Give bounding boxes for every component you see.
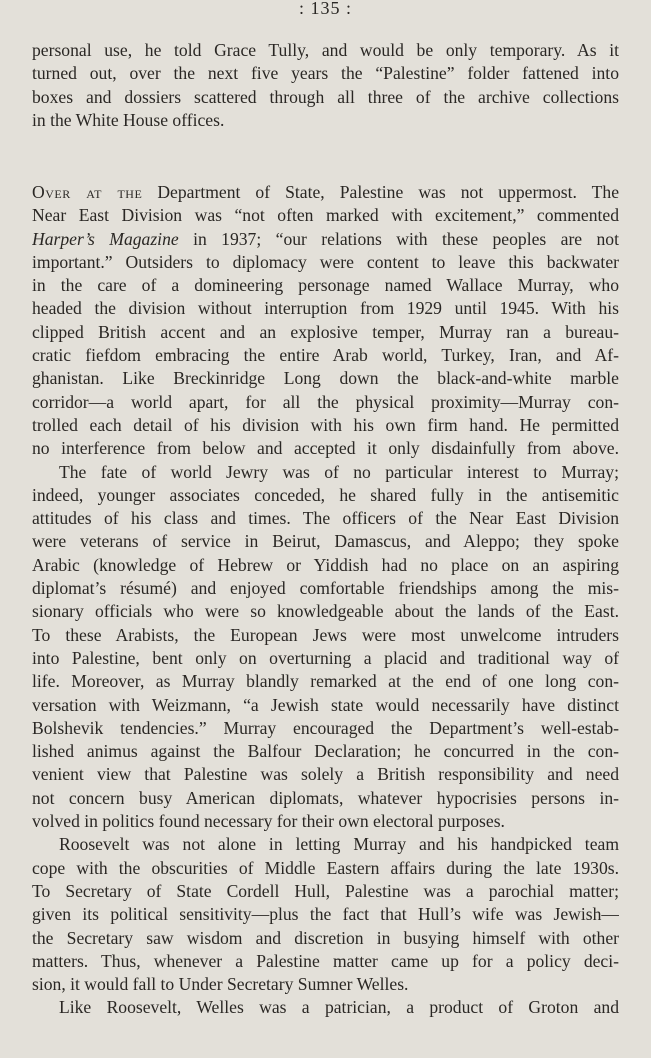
top-paragraph — [32, 39, 619, 132]
text-line: Arabic (knowledge of Hebrew or Yiddish had no place on an aspiring — [32, 554, 619, 575]
text-line: life. Moreover, as Murray blandly remarked at the end of one long con- — [32, 671, 619, 692]
text-line: To these Arabists, the European Jews were most unwelcome intruders — [32, 624, 619, 645]
text-line: attitudes of his class and times. The officers of the Near East Division — [32, 508, 619, 529]
text-line: no interference from below and accepted it only disdainfully from above. — [32, 438, 619, 459]
magazine-title: Harper’s Magazine — [32, 228, 179, 249]
text-line: volved in politics found necessary for their own electoral purposes. — [32, 811, 505, 832]
text-line: cope with the obscurities of Middle Eastern affairs during the late 1930s. — [32, 857, 619, 878]
text-line: clipped British accent and an explosive temper, Murray ran a bureau- — [32, 321, 619, 342]
text-line: lished animus against the Balfour Declaration; he concurred in the con- — [32, 741, 619, 762]
opening-line-rest: in 1937; “our relations with these peoples are not — [178, 228, 619, 249]
text-line: The fate of world Jewry was of no particular interest to Murray; — [59, 461, 619, 482]
page-number: : 135 : — [298, 0, 352, 18]
text-line: Near East Division was “not often marked with excitement,” commented — [32, 205, 619, 226]
main-text — [32, 181, 619, 1020]
text-line: Like Roosevelt, Welles was a patrician, a product of Groton and — [59, 997, 619, 1018]
text-line: diplomat’s résumé) and enjoyed comfortable friendships among the mis- — [32, 578, 619, 599]
section-opening-line — [32, 228, 619, 251]
text-line: sion, it would fall to Under Secretary Sumner Welles. — [32, 974, 409, 995]
text-line: Bolshevik tendencies.” Murray encouraged the Department’s well-estab- — [32, 717, 619, 738]
text-line: in the care of a domineering personage named Wallace Murray, who — [32, 275, 619, 296]
text-line: not concern busy American diplomats, whatever hypocrisies persons in- — [32, 787, 619, 808]
text-line: boxes and dossiers scattered through all three of the archive collections — [32, 86, 619, 107]
text-line: matters. Thus, whenever a Palestine matter came up for a policy deci- — [32, 950, 619, 971]
text-line: indeed, younger associates conceded, he shared fully in the antisemitic — [32, 484, 619, 505]
text-line: in the White House offices. — [32, 109, 225, 130]
text-line: corridor—a world apart, for all the physical proximity—Murray con- — [32, 391, 619, 412]
text-line: personal use, he told Grace Tully, and would be only temporary. As it — [32, 40, 619, 60]
text-line: given its political sensitivity—plus the fact that Hull’s wife was Jewish— — [32, 904, 619, 925]
text-line: sionary officials who were so knowledgeable about the lands of the East. — [32, 601, 619, 622]
text-line: turned out, over the next five years the “Palestine” folder fattened into — [32, 63, 619, 84]
text-line: were veterans of service in Beirut, Damascus, and Aleppo; they spoke — [32, 531, 619, 552]
section-opening-line — [32, 181, 619, 204]
text-line: Roosevelt was not alone in letting Murray and his handpicked team — [59, 834, 619, 855]
text-line: important.” Outsiders to diplomacy were content to leave this backwater — [32, 251, 619, 272]
text-line: To Secretary of State Cordell Hull, Palestine was a parochial matter; — [32, 880, 619, 901]
text-line: venient view that Palestine was solely a British responsibility and need — [32, 764, 619, 785]
text-line: headed the division without interruption from 1929 until 1945. With his — [32, 298, 619, 319]
text-line: trolled each detail of his division with his own firm hand. He permitted — [32, 414, 619, 435]
text-line: versation with Weizmann, “a Jewish state would necessarily have distinct — [32, 694, 619, 715]
text-line: ghanistan. Like Breckinridge Long down the black-and-white marble — [32, 368, 619, 389]
opening-line-rest: Department of State, Palestine was not uppermost. The — [142, 182, 619, 202]
text-line: cratic fiefdom embracing the entire Arab world, Turkey, Iran, and Af- — [32, 345, 619, 366]
text-line: into Palestine, bent only on overturning a placid and traditional way of — [32, 647, 619, 668]
small-caps-lead: Over at the — [32, 182, 143, 202]
text-line: the Secretary saw wisdom and discretion in busying himself with other — [32, 927, 619, 948]
